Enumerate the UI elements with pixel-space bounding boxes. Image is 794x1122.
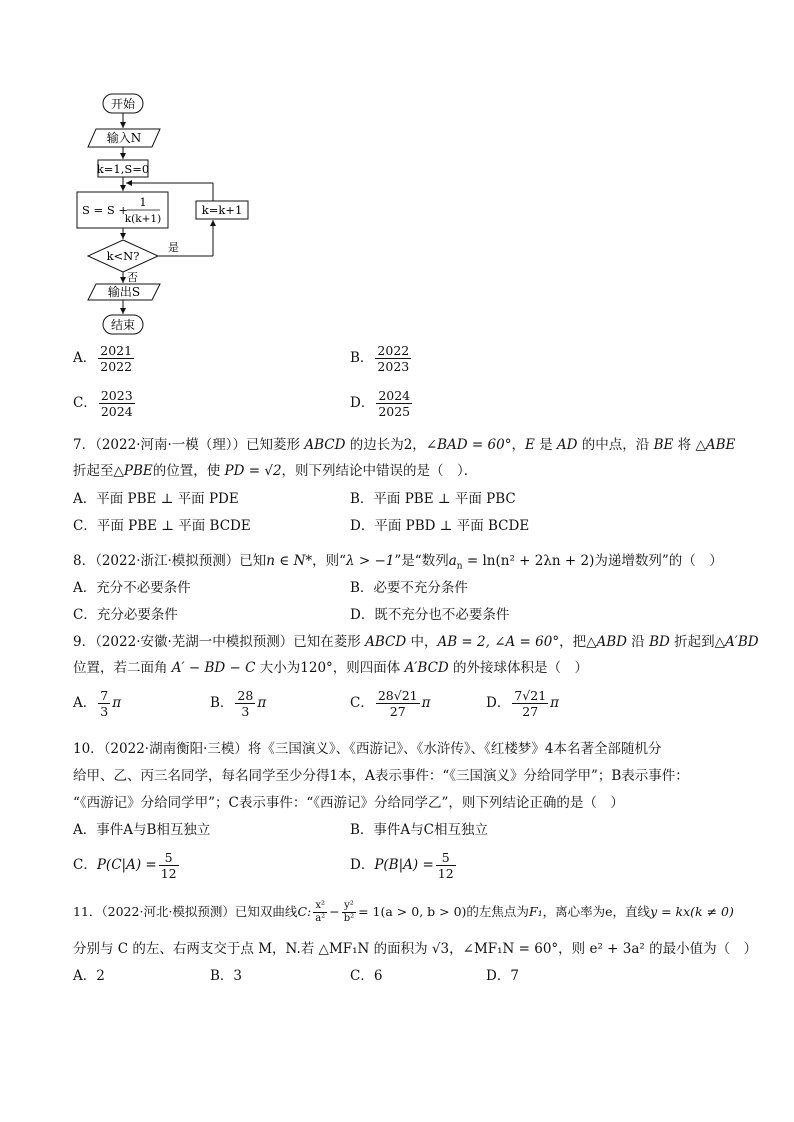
flow-init <box>97 160 149 177</box>
flow-input <box>88 129 160 147</box>
q9-option-d: D． $\frac{7√21}{27}$ π <box>486 688 560 719</box>
q7-option-b: B．平面 PBE ⊥ 平面 PBC <box>350 491 516 507</box>
q9-option-c: C． $\frac{28√21}{27}$ π <box>350 688 431 719</box>
svg-text:1: 1 <box>139 196 147 209</box>
svg-text:输入N: 输入N <box>106 131 142 145</box>
q10-option-b: B．事件A与C相互独立 <box>350 822 488 838</box>
svg-text:开始: 开始 <box>110 97 136 111</box>
q10-option-a: A．事件A与B相互独立 <box>73 822 211 838</box>
q10-line-1: 10．（2022·湖南衡阳·三模）将《三国演义》、《西游记》、《水浒传》、《红楼梦》4本名著全部随机分 <box>73 741 662 757</box>
flow-start <box>103 94 143 113</box>
q9-line-2: 位置，若二面角 A′ − BD − C 大小为120°，则四面体 A′BCD 的外接球体积是（ ） <box>73 660 589 676</box>
q8-option-d: D．既不充分也不必要条件 <box>350 607 510 623</box>
q7-line-2: 折起至△PBE的位置，使 PD = √2，则下列结论中错误的是（ ）． <box>73 463 478 479</box>
q8-option-a: A．充分不必要条件 <box>73 580 191 596</box>
q6-option-d: D． $\frac{2024}{2025}$ <box>350 388 411 419</box>
flow-condition <box>88 240 158 272</box>
q11-option-c: C．6 <box>350 968 383 984</box>
q6-option-b: B． $\frac{2022}{2023}$ <box>350 343 410 374</box>
q10-option-c: C．P(C|A) = $\frac{5}{12}$ <box>73 850 177 881</box>
svg-text:结束: 结束 <box>110 318 136 332</box>
flow-yes-label: 是 <box>168 241 179 254</box>
flowchart <box>70 88 260 338</box>
flow-no-label: 否 <box>127 271 138 284</box>
q7-option-d: D．平面 PBD ⊥ 平面 BCDE <box>350 518 530 534</box>
q11-line-1: 11．（2022·河北·模拟预测）已知双曲线C: $\frac{\text{x²}}{\text{a²}}$ − $\frac{\text{y²}}{\text{b²}}$ = 1(a > 0, b > 0)的左焦点为F₁，离心率为e，直线y = kx(k ≠ 0) <box>73 900 734 924</box>
q11-option-a: A．2 <box>73 968 105 984</box>
svg-text:S = S +: S = S + <box>82 203 128 217</box>
q10-line-3: “《西游记》分给同学甲”；C表示事件：“《西游记》分给同学乙”，则下列结论正确的是（ ） <box>73 795 624 811</box>
q8-option-b: B．必要不充分条件 <box>350 580 468 596</box>
svg-text:k(k+1): k(k+1) <box>124 213 162 225</box>
q7-option-c: C．平面 PBE ⊥ 平面 BCDE <box>73 518 251 534</box>
q11-option-d: D．7 <box>486 968 519 984</box>
q11-line-2: 分别与 C 的左、右两支交于点 M，N.若 △MF₁N 的面积为 √3，∠MF₁N = 60°，则 e² + 3a² 的最小值为（ ） <box>73 941 758 957</box>
svg-text:k=1,S=0: k=1,S=0 <box>96 162 150 176</box>
q7-option-a: A．平面 PBE ⊥ 平面 PDE <box>73 491 239 507</box>
q8-option-c: C．充分必要条件 <box>73 607 178 623</box>
q10-option-d: D．P(B|A) = $\frac{5}{12}$ <box>350 850 454 881</box>
q6-option-c: C． $\frac{2023}{2024}$ <box>73 388 133 419</box>
svg-text:k=k+1: k=k+1 <box>201 203 243 217</box>
flow-output <box>88 284 160 300</box>
q10-line-2: 给甲、乙、丙三名同学，每名同学至少分得1本，A表示事件：“《三国演义》分给同学甲”；B表示事件： <box>73 768 689 784</box>
q9-option-a: A． $\frac{7}{3}$ π <box>73 688 122 719</box>
flow-end <box>103 315 143 334</box>
svg-text:k<N?: k<N? <box>106 249 140 263</box>
svg-text:输出S: 输出S <box>107 285 141 299</box>
q7-line-1: 7．（2022·河南·一模（理））已知菱形 ABCD 的边长为2，∠BAD = 60°，E 是 AD 的中点，沿 BE 将 △ABE <box>73 437 736 453</box>
q6-option-a: A． $\frac{2021}{2022}$ <box>73 343 133 374</box>
q11-option-b: B．3 <box>210 968 243 984</box>
q9-line-1: 9．（2022·安徽·芜湖一中模拟预测）已知在菱形 ABCD 中，AB = 2, ∠A = 60°，把△ABD 沿 BD 折起到△A′BD <box>73 634 759 650</box>
q9-option-b: B． $\frac{28}{3}$ π <box>210 688 267 719</box>
q8-line-1: 8．（2022·浙江·模拟预测）已知n ∈ N*，则“λ > −1”是“数列$a_n = \ln(n^2 + 2\lambda n + 2)$为递增数列”的（ ） <box>73 553 723 572</box>
flow-increment <box>196 201 248 219</box>
flow-formula <box>77 192 168 228</box>
